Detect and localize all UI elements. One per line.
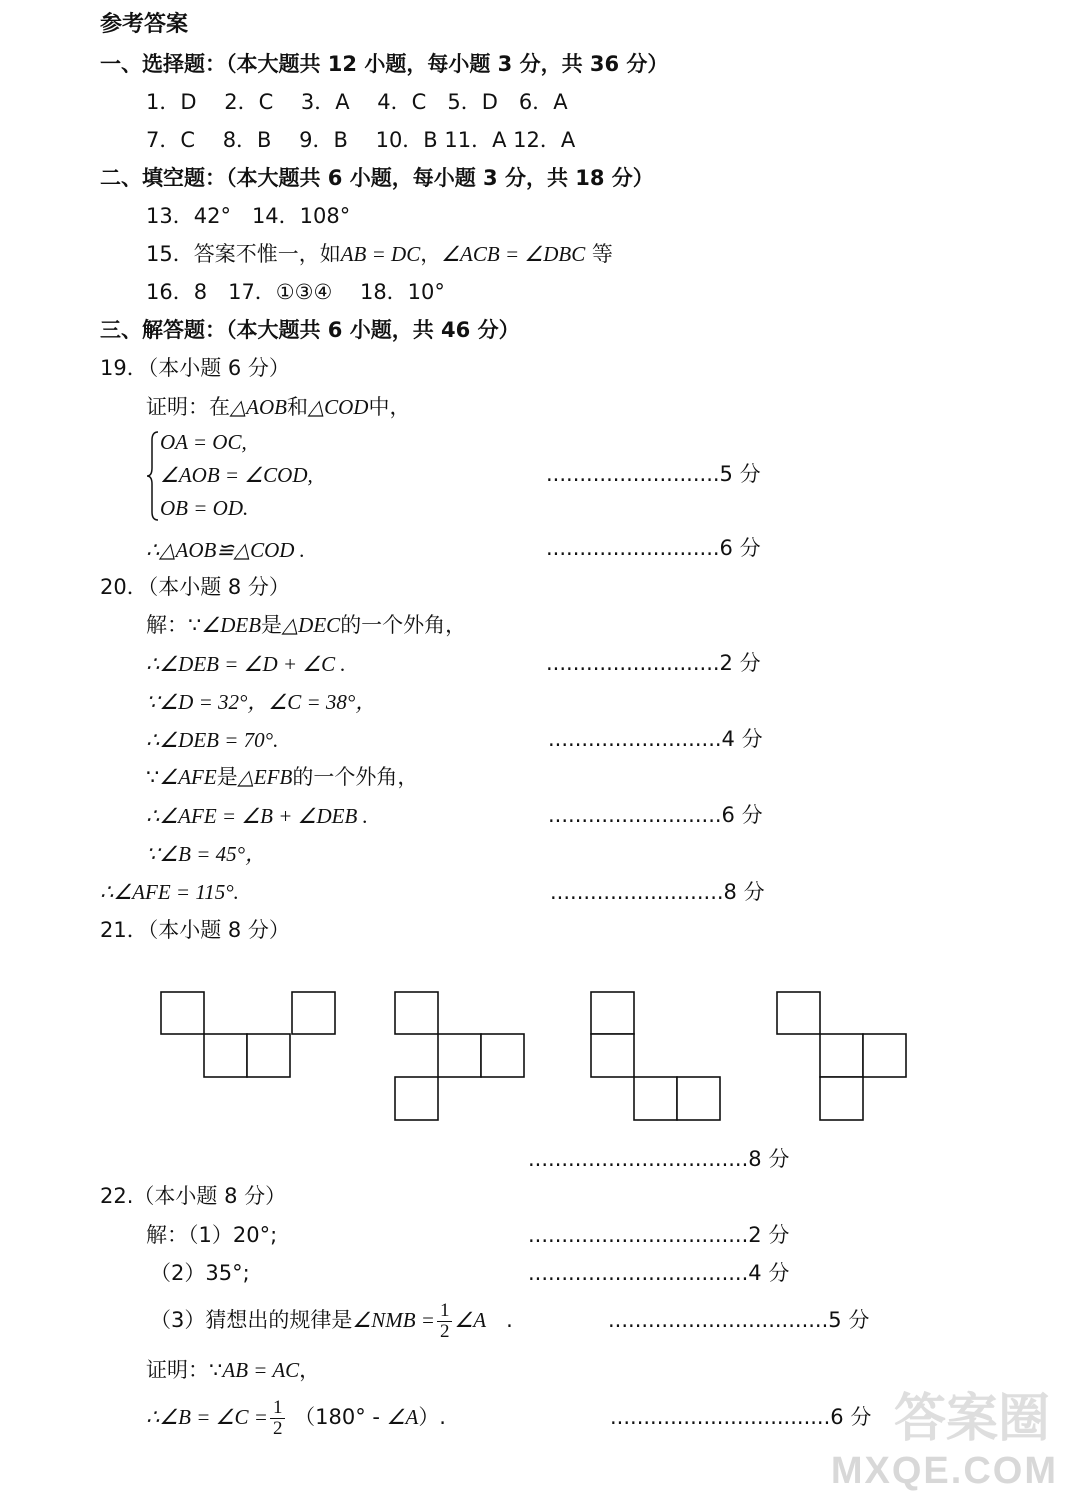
frac2-numerator: 1	[270, 1398, 286, 1419]
q22-part-3	[150, 1297, 513, 1343]
q20-l1-math-1: ∠DEB	[201, 613, 262, 637]
q20-l5-b: 是	[216, 765, 238, 789]
q20-score-2: ..........................2 分	[546, 651, 761, 675]
q19-text-a: 证明：在	[146, 395, 230, 419]
q15-sep: ，	[420, 242, 442, 266]
cube-net-3	[591, 992, 720, 1120]
fill-answers-row-1: 13．42° 14．108°	[146, 204, 351, 228]
frac-numerator: 1	[437, 1301, 453, 1322]
q22-p3-end: .	[506, 1308, 513, 1332]
q21-heading: 21．（本小题 8 分）	[100, 918, 290, 942]
frac2-denominator: 2	[272, 1417, 283, 1439]
section-2-header: 二、填空题：（本大题共 6 小题，每小题 3 分，共 18 分）	[100, 166, 654, 190]
q22-score-6: .................................6 分	[610, 1405, 872, 1429]
q19-text-c: 中，	[368, 395, 411, 419]
q19-math-aob: △AOB	[230, 395, 287, 419]
q19-heading: 19．（本小题 6 分）	[100, 356, 290, 380]
q22-score-2: .................................2 分	[528, 1223, 790, 1247]
fraction-one-half	[437, 1301, 453, 1342]
watermark-site: MXQE.COM	[830, 1450, 1058, 1492]
q22-part-2: （2）35°;	[150, 1261, 250, 1285]
q20-score-6: ..........................6 分	[548, 803, 763, 827]
page-title: 参考答案	[100, 12, 189, 37]
q20-l1-math-2: △DEC	[282, 613, 341, 637]
q20-l5-c: 的一个外角，	[292, 765, 419, 789]
q22-p3-math-2: ∠A	[454, 1308, 487, 1332]
q20-score-4: ..........................4 分	[548, 727, 763, 751]
q22-proof-math: AB = AC	[222, 1358, 300, 1382]
cube-net-2	[395, 992, 524, 1120]
q21-score-8: .................................8 分	[528, 1147, 790, 1171]
q20-line-6: ∴∠AFE = ∠B + ∠DEB .	[146, 804, 368, 828]
q20-line-2: ∴∠DEB = ∠D + ∠C .	[146, 652, 346, 676]
q19-system-eq-1: OA = OC,	[160, 430, 247, 454]
q22-proof-line-1	[146, 1360, 320, 1381]
frac-denominator: 2	[439, 1320, 450, 1342]
q19-score-5: ..........................5 分	[546, 462, 761, 486]
section-3-header: 三、解答题：（本大题共 6 小题，共 46 分）	[100, 318, 520, 342]
q19-score-6: ..........................6 分	[546, 536, 761, 560]
q20-line-1	[146, 615, 466, 636]
cube-net-4	[777, 992, 906, 1120]
system-brace-icon	[146, 430, 160, 522]
q15-prefix: 15．答案不惟一，如	[146, 242, 341, 266]
q20-heading: 20．（本小题 8 分）	[100, 575, 290, 599]
q20-l5-math-2: △EFB	[237, 765, 293, 789]
q19-line-1	[146, 397, 410, 418]
q22-proof-text: 证明：∵	[146, 1358, 223, 1382]
q22-p2-math-2: ∠A	[386, 1405, 419, 1429]
fill-answers-row-3: 16．8 17．①③④ 18．10°	[146, 280, 445, 304]
q22-part-1: 解：（1）20°;	[146, 1223, 278, 1247]
q22-proof-end: ，	[299, 1358, 321, 1382]
q19-text-b: 和	[286, 395, 308, 419]
q20-l5-a: ∵	[146, 765, 160, 789]
q22-proof-line-2	[146, 1394, 446, 1440]
q20-l1-b: 是	[261, 613, 283, 637]
q22-p2-rest: （180° -	[294, 1405, 387, 1429]
q22-score-5: .................................5 分	[608, 1308, 870, 1332]
q19-system-eq-2: ∠AOB = ∠COD,	[160, 463, 313, 487]
q20-line-7: ∵∠B = 45°，	[146, 842, 267, 866]
q15-suffix: 等	[591, 242, 613, 266]
watermark-logo-text: 答案圈	[893, 1389, 1050, 1449]
cube-nets-figure	[0, 960, 1080, 1140]
q20-line-3: ∵∠D = 32°，∠C = 38°，	[146, 690, 377, 714]
q19-math-cod: △COD	[307, 395, 369, 419]
cube-net-1	[161, 992, 335, 1077]
q15-math-2: ∠ACB = ∠DBC	[441, 242, 586, 266]
choice-answers-row-2: 7．C 8．B 9．B 10．B 11．A 12．A	[146, 128, 576, 152]
q15-math-1: AB = DC	[340, 242, 421, 266]
q22-p2-end: ）.	[418, 1405, 446, 1429]
q19-system-eq-3: OB = OD.	[160, 496, 249, 520]
choice-answers-row-1: 1．D 2．C 3．A 4．C 5．D 6．A	[146, 90, 568, 114]
q20-l1-a: 解：∵	[146, 613, 202, 637]
q22-p3-math: ∠NMB =	[352, 1308, 435, 1332]
q22-p3-text: （3）猜想出的规律是	[150, 1308, 353, 1332]
q20-l1-c: 的一个外角，	[340, 613, 467, 637]
q19-conclusion: ∴△AOB≌△COD .	[146, 538, 305, 562]
section-1-header: 一、选择题：（本大题共 12 小题，每小题 3 分，共 36 分）	[100, 52, 669, 76]
q20-line-8: ∴∠AFE = 115°.	[100, 880, 239, 904]
q20-line-4: ∴∠DEB = 70°.	[146, 728, 279, 752]
fill-answer-15	[146, 244, 613, 265]
q22-heading: 22.（本小题 8 分）	[100, 1184, 287, 1208]
fraction-one-half-2	[270, 1398, 286, 1439]
q20-line-5	[146, 767, 418, 788]
q22-score-4: .................................4 分	[528, 1261, 790, 1285]
q20-score-8: ..........................8 分	[550, 880, 765, 904]
q22-p2-math: ∴∠B = ∠C =	[146, 1405, 268, 1429]
q20-l5-math-1: ∠AFE	[159, 765, 217, 789]
